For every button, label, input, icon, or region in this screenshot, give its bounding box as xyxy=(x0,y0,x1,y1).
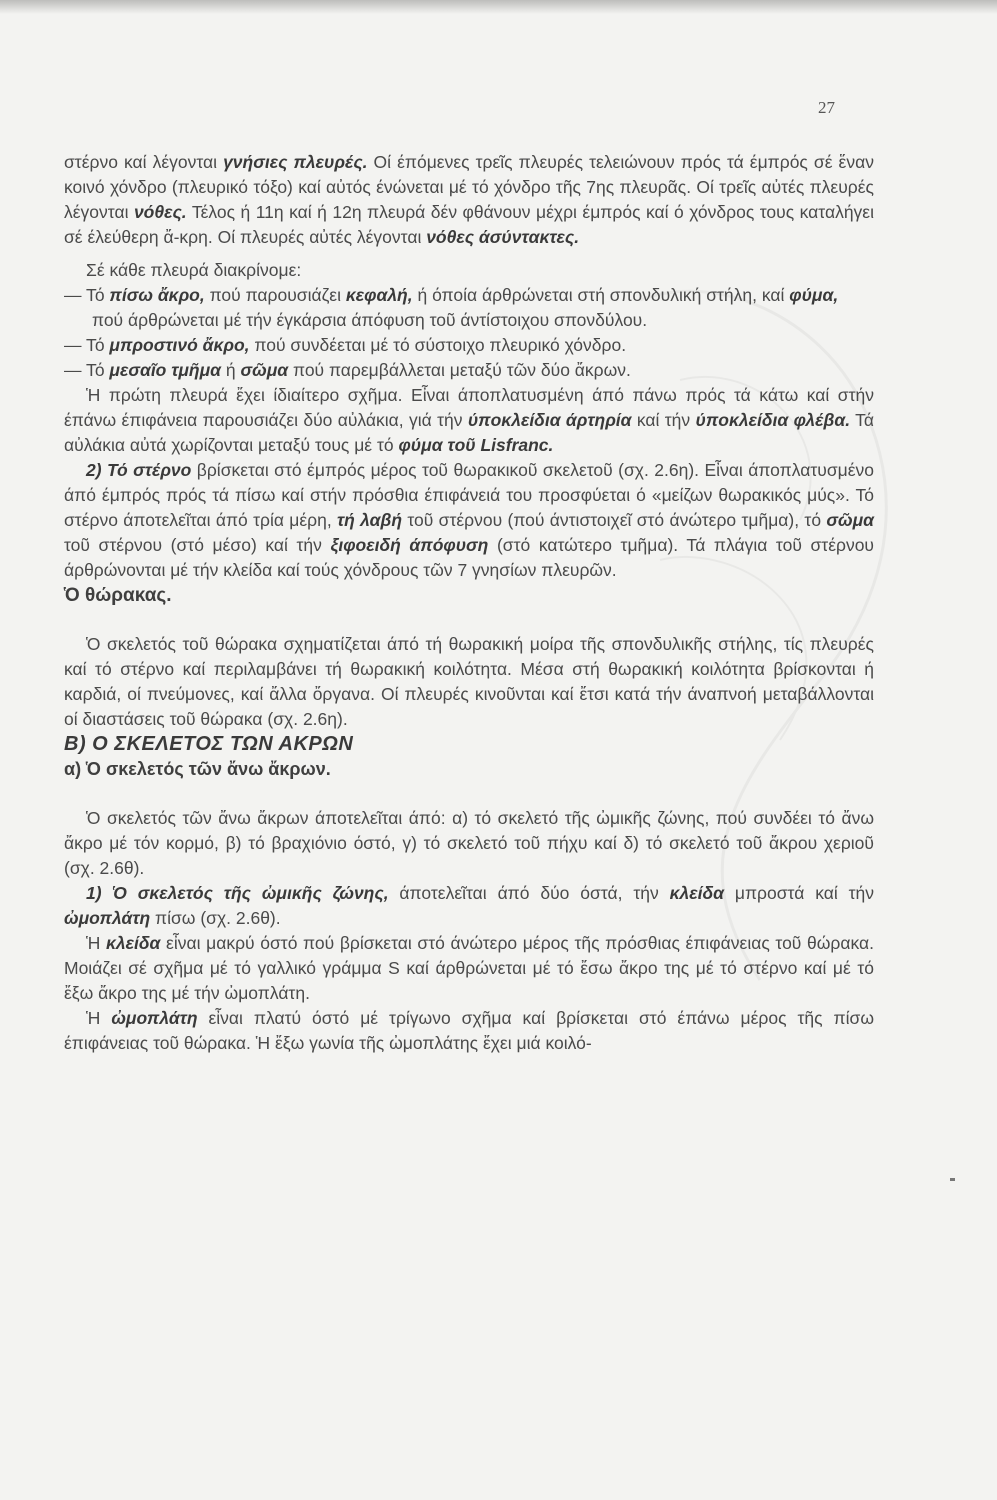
paragraph xyxy=(64,258,874,283)
emphasis-term: ὠμοπλάτη xyxy=(111,1008,198,1028)
emphasis-term: ύποκλείδια άρτηρία xyxy=(467,410,632,430)
emphasis-term: φύμα τοῦ Lisfranc. xyxy=(398,435,554,455)
paragraph xyxy=(64,806,874,881)
paragraph xyxy=(64,383,874,458)
emphasis-term: κεφαλή, xyxy=(345,285,413,305)
emphasis-term: τή λαβή xyxy=(337,510,403,530)
text-run: μπροστά καί τήν xyxy=(724,883,875,903)
text-run: τοῦ στέρνου (πού άντιστοιχεῖ στό άνώτερο τμῆμα), τό xyxy=(402,510,827,530)
paragraph xyxy=(64,358,874,383)
heading xyxy=(64,583,874,608)
paragraph xyxy=(64,881,874,931)
margin-speck xyxy=(950,1178,955,1181)
text-run: πού άρθρώνεται μέ τήν έγκάρσια άπόφυση τοῦ άντίστοιχου σπονδύλου. xyxy=(92,310,648,330)
emphasis-term: μπροστινό ἄκρο, xyxy=(109,335,250,355)
emphasis-term: πίσω ἄκρο, xyxy=(109,285,205,305)
paragraph xyxy=(64,458,874,583)
paragraph xyxy=(64,632,874,732)
text-run: άποτελεῖται άπό δύο όστά, τήν xyxy=(388,883,670,903)
text-run: πού παρουσιάζει xyxy=(204,285,346,305)
emphasis-term: γνήσιες πλευρές. xyxy=(223,152,368,172)
text-run: πίσω (σχ. 2.6θ). xyxy=(150,908,281,928)
text-run: Ὁ σκελετός τῶν ἄνω ἄκρων άποτελεῖται άπό: α) τό σκελετό τῆς ὠμικῆς ζώνης, πού συνδέει τό ἄνω ἄκρο μέ τόν κορμό, β) τό βραχιόνιο όστό, γ) τό σκελετό τοῦ πήχυ καί δ) τό σκελετό τοῦ ἄκρου χεριοῦ (σχ. 2.6θ). xyxy=(64,808,874,878)
text-run: Ὁ θώρακας. xyxy=(64,585,172,606)
text-run: πού παρεμβάλλεται μεταξύ τῶν δύο ἄκρων. xyxy=(288,360,631,380)
paragraph xyxy=(64,931,874,1006)
text-run: Ἡ xyxy=(86,1008,112,1028)
emphasis-term: νόθες. xyxy=(133,202,187,222)
text-run: Σέ κάθε πλευρά διακρίνομε: xyxy=(86,260,302,280)
emphasis-term: νόθες άσύντακτες. xyxy=(426,227,580,247)
text-run: τοῦ στέρνου (στό μέσο) καί τήν xyxy=(64,535,331,555)
emphasis-term: ξιφοειδή άπόφυση xyxy=(330,535,489,555)
text-run: εἶναι πλατύ όστό μέ τρίγωνο σχῆμα καί βρίσκεται στό έπάνω μέρος τῆς πίσω έπιφάνειας τοῦ θώρακα. Ἡ ἔξω γωνία τῆς ὠμοπλάτης ἔχει μιά κοιλό- xyxy=(64,1008,874,1053)
emphasis-term: φύμα, xyxy=(789,285,839,305)
paragraph xyxy=(64,1006,874,1056)
text-run: Ὁ σκελετός τοῦ θώρακα σχηματίζεται άπό τή θωρακική μοίρα τῆς σπονδυλικῆς στήλης, τίς πλευρές καί τό στέρνο καί περιλαμβάνει τή θωρακική κοιλότητα. Μέσα στή θωρακική κοιλότητα βρίσκονται ή καρδιά, οί πνεύμονες, καί ἄλλα ὄργανα. Οί πλευρές κινοῦνται καί ἔτσι κατά τήν άναπνοή μεταβάλλονται οί διαστάσεις τοῦ θώρακα (σχ. 2.6η). xyxy=(64,634,874,729)
page-number: 27 xyxy=(818,98,835,117)
text-run: πού συνδέεται μέ τό σύστοιχο πλευρικό χόνδρο. xyxy=(249,335,627,355)
text-run: ή xyxy=(221,360,241,380)
page-top-shadow xyxy=(0,0,997,14)
text-run: Τέλος ή 11η καί ή 12η πλευρά δέν φθάνουν μέχρι έμπρός καί ό χόνδρος τους καταλήγει σέ έλεύθερη ἄ-κρη. Οί πλευρές αὐτές λέγονται xyxy=(64,202,874,247)
text-run: — Τό xyxy=(64,335,110,355)
text-run: Τά αὐλάκια αὐτά χωρίζονται μεταξύ τους μέ τό xyxy=(64,410,874,455)
paragraph xyxy=(64,283,874,333)
emphasis-term: κλείδα xyxy=(106,933,161,953)
text-run: Β) Ο ΣΚΕΛΕΤΟΣ ΤΩΝ ΑΚΡΩΝ xyxy=(64,733,354,755)
emphasis-term: 2) Τό στέρνο xyxy=(86,460,192,480)
page-body xyxy=(64,150,874,1056)
text-run: στέρνο καί λέγονται xyxy=(64,152,224,172)
paragraph xyxy=(64,333,874,358)
text-run: καί τήν xyxy=(631,410,696,430)
emphasis-term: ὠμοπλάτη xyxy=(64,908,151,928)
text-run: — Τό xyxy=(64,285,110,305)
text-run: Ἡ πρώτη πλευρά ἔχει ίδιαίτερο σχῆμα. Εἶναι άποπλατυσμένη άπό πάνω πρός τά κάτω καί στήν έπάνω έπιφάνεια παρουσιάζει δύο αὐλάκια, γιά τήν xyxy=(64,385,874,430)
text-run: εἶναι μακρύ όστό πού βρίσκεται στό άνώτερο μέρος τῆς πρόσθιας έπιφάνειας τοῦ θώρακα. Μοιάζει σέ σχῆμα μέ τό γαλλικό γράμμα S καί άρθρώνεται μέ τό ἔσω ἄκρο της μέ τό στέρνο καί μέ τό ἔξω ἄκρο της μέ τήν ὠμοπλάτη. xyxy=(64,933,874,1003)
text-run: α) Ὁ σκελετός τῶν ἄνω ἄκρων. xyxy=(64,759,331,779)
emphasis-term: σῶμα xyxy=(826,510,874,530)
emphasis-term: ύποκλείδια φλέβα. xyxy=(695,410,851,430)
heading xyxy=(64,757,874,782)
emphasis-term: σῶμα xyxy=(240,360,289,380)
text-run: ή όποία άρθρώνεται στή σπονδυλική στήλη, καί xyxy=(412,285,790,305)
text-run: βρίσκεται στό έμπρός μέρος τοῦ θωρακικοῦ σκελετοῦ (σχ. 2.6η). Εἶναι άποπλατυσμένο άπό έμπρός πρός τά πίσω καί στήν πρόσθια έπιφάνειά του προσφύεται ό «μείζων θωρακικός μύς». Τό στέρνο άποτελεῖται άπό τρία μέρη, xyxy=(64,460,874,530)
emphasis-term: 1) Ὁ σκελετός τῆς ὠμικῆς ζώνης, xyxy=(86,883,389,903)
text-run: — Τό xyxy=(64,360,110,380)
paragraph xyxy=(64,150,874,250)
text-run: Ἡ xyxy=(86,933,106,953)
emphasis-term: κλείδα xyxy=(669,883,725,903)
text-run: (στό κατώτερο τμῆμα). Τά πλάγια τοῦ στέρνου άρθρώνονται μέ τήν κλείδα καί τούς χόνδρους τῶν 7 γνησίων πλευρῶν. xyxy=(64,535,874,580)
text-run: Οί έπόμενες τρεῖς πλευρές τελειώνουν πρός τά έμπρός σέ ἕναν κοινό χόνδρο (πλευρικό τόξο) καί αὐτός ένώνεται μέ τό χόνδρο τῆς 7ης πλευρᾶς. Οί τρεῖς αὐτές πλευρές λέγονται xyxy=(64,152,874,222)
emphasis-term: μεσαῖο τμῆμα xyxy=(109,360,222,380)
heading xyxy=(64,732,874,757)
